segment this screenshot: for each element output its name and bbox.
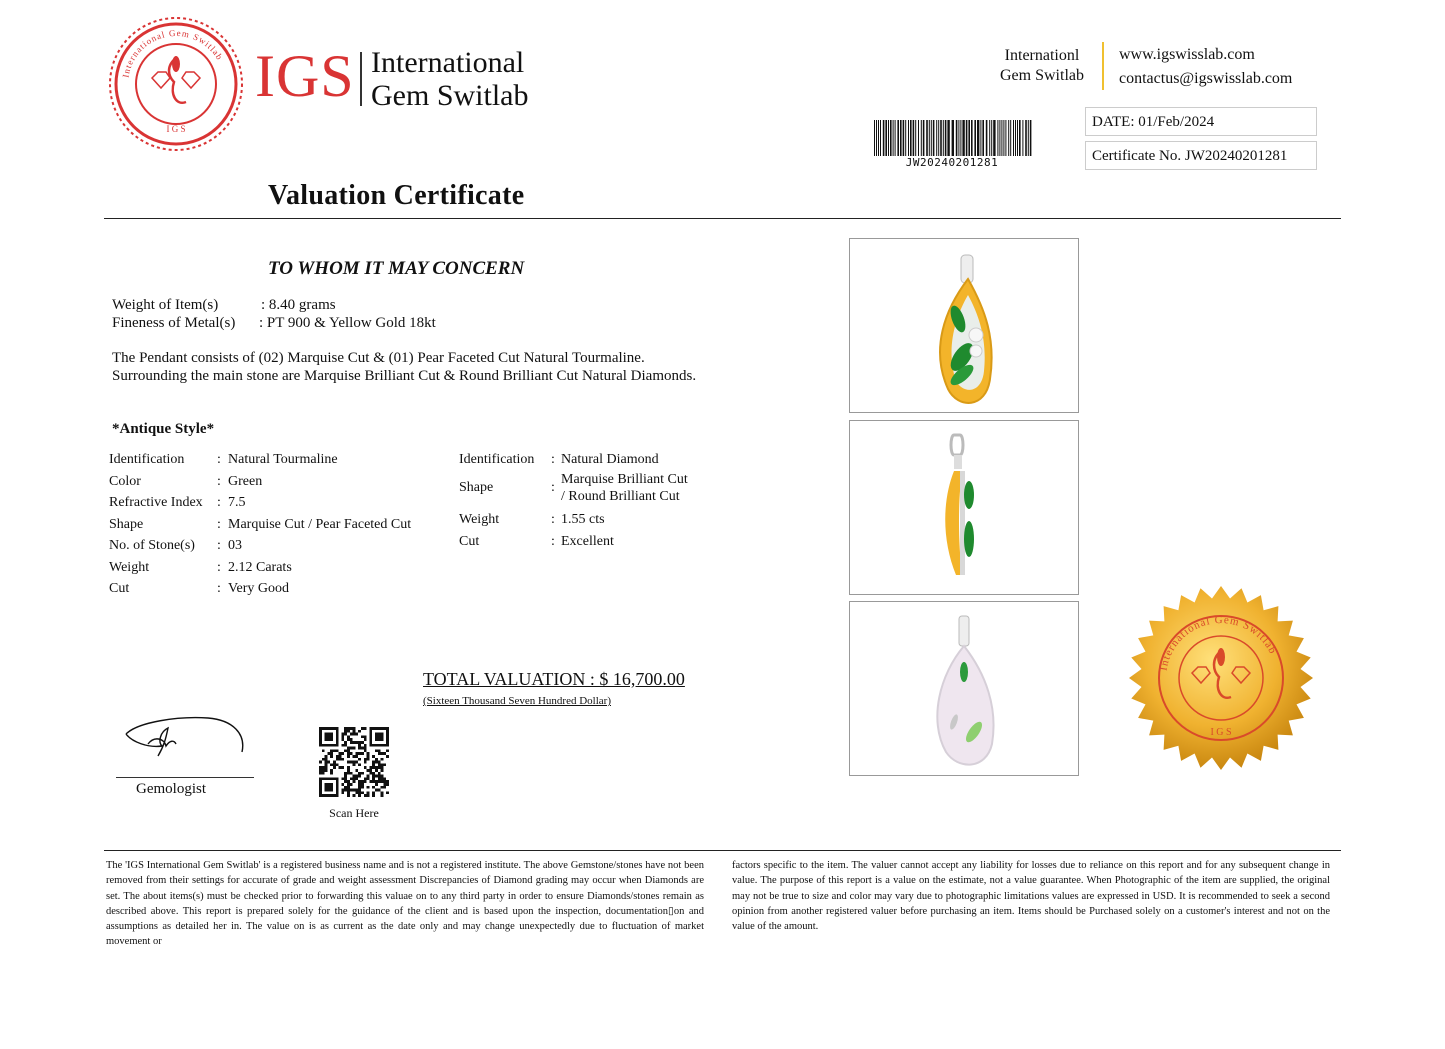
- label: Shape: [109, 516, 144, 532]
- pendant-photo-front: [849, 238, 1079, 413]
- label: No. of Stone(s): [109, 538, 195, 553]
- value: Green: [228, 473, 263, 489]
- footer-divider: [104, 850, 1341, 851]
- value: Very Good: [228, 581, 290, 596]
- brand-name-line1: International: [371, 46, 525, 79]
- table-row: [459, 449, 719, 470]
- fineness-of-metals-row: [112, 314, 436, 332]
- header-org-line2: Gem Switlab: [1000, 67, 1084, 84]
- table-row: [109, 471, 449, 492]
- value-line2: / Round Brilliant Cut: [561, 488, 680, 504]
- igs-seal-logo: [106, 14, 246, 154]
- label: Weight of Item(s): [112, 297, 219, 313]
- table-row: [459, 509, 719, 530]
- separator: :: [217, 581, 221, 596]
- value: Natural Diamond: [561, 452, 659, 467]
- date-field: DATE: 01/Feb/2024: [1085, 107, 1317, 136]
- seal-ring-text: International Gem Switlab: [120, 27, 226, 79]
- value: 1.55 cts: [561, 512, 605, 527]
- separator: :: [261, 297, 266, 313]
- table-row: [109, 535, 449, 556]
- qr-code[interactable]: [319, 727, 389, 797]
- table-row: [109, 514, 449, 535]
- value: 7.5: [228, 495, 246, 510]
- value: Marquise Cut / Pear Faceted Cut: [228, 516, 412, 532]
- separator: :: [217, 495, 221, 510]
- value-line1: Marquise Brilliant Cut: [561, 472, 688, 487]
- salutation: TO WHOM IT MAY CONCERN: [268, 258, 525, 279]
- email-link[interactable]: contactus@igswisslab.com: [1119, 70, 1293, 87]
- table-row: [109, 492, 449, 513]
- label: Weight: [109, 559, 150, 575]
- value: Excellent: [561, 534, 614, 549]
- label: Cut: [109, 581, 130, 596]
- separator: :: [217, 516, 221, 532]
- label: Fineness of Metal(s): [112, 315, 236, 331]
- disclaimer-left: The 'IGS International Gem Switlab' is a registered business name and is not a registered institute. The above Gemstone/stones have not been removed from their settings for accurate of grade and weight assessment Discrepancies of Diamond grading may occur when Diamonds are set. The about items(s) must be checked prior to forwarding this valuae on to any third party in order to ensure Diamonds/stones remain as described above. This report is prepared solely for the guidance of the client and is based upon the inspection, documentation▯on and assumptions as detailed her in. The value on is as current as the date only and may change unexpectedly due to fluctuation of market movement or: [106, 860, 704, 948]
- separator: :: [217, 452, 221, 467]
- brand-name: [371, 46, 529, 112]
- certificate-number-field: Certificate No. JW20240201281: [1085, 141, 1317, 170]
- header-divider: [1102, 42, 1104, 90]
- table-row: [459, 531, 719, 552]
- gold-seal-icon: [1128, 585, 1314, 771]
- separator: :: [551, 452, 555, 467]
- value: 8.40 grams: [268, 297, 336, 313]
- table-row: [109, 557, 449, 578]
- item-description: The Pendant consists of (02) Marquise Cut & (01) Pear Faceted Cut Natural Tourmaline. Surrounding the main stone are Marquise Brilliant Cut & Round Brilliant Cut Natural Diamonds.: [112, 350, 697, 384]
- total-valuation: TOTAL VALUATION : $ 16,700.00: [423, 669, 685, 689]
- separator: :: [259, 315, 264, 331]
- header-organization: [986, 46, 1098, 86]
- main-stone-table: [109, 449, 449, 609]
- header-org-line1: Internationl: [1004, 47, 1080, 64]
- title-divider: [104, 218, 1341, 219]
- signature-line: [116, 777, 254, 778]
- total-valuation-words: (Sixteen Thousand Seven Hundred Dollar): [423, 695, 611, 707]
- document-title: Valuation Certificate: [268, 180, 525, 211]
- label: Color: [109, 473, 141, 489]
- label: Shape: [459, 480, 494, 495]
- scan-here-label: Scan Here: [329, 806, 379, 820]
- barcode: [872, 120, 1032, 156]
- side-stone-table: [459, 449, 719, 559]
- separator: :: [217, 538, 221, 553]
- value: 2.12 Carats: [228, 559, 292, 575]
- separator: :: [551, 534, 555, 549]
- label: Weight: [459, 512, 500, 527]
- gemologist-signature: [118, 712, 248, 774]
- brand-separator: [360, 52, 362, 106]
- value: PT 900 & Yellow Gold 18kt: [266, 315, 436, 331]
- value: 03: [228, 538, 242, 553]
- brand-abbreviation: IGS: [255, 43, 355, 109]
- weight-of-items-row: [112, 296, 336, 314]
- label: Cut: [459, 534, 480, 549]
- seal-bottom-text: I G S: [166, 124, 186, 134]
- table-row: [109, 449, 449, 470]
- pendant-photo-back: [849, 601, 1079, 776]
- style-note: *Antique Style*: [112, 421, 215, 437]
- separator: :: [217, 473, 221, 489]
- gold-seal-bottom-text: I G S: [1210, 727, 1232, 738]
- table-row: [109, 578, 449, 599]
- brand-name-line2: Gem Switlab: [371, 79, 529, 112]
- separator: :: [551, 480, 555, 495]
- barcode-number: JW20240201281: [905, 156, 999, 169]
- gold-seal-ring-text: International Gem Switlab: [1157, 613, 1279, 672]
- pendant-photo-side: [849, 420, 1079, 595]
- disclaimer-right: factors specific to the item. The valuer cannot accept any liability for losses due to reliance on this report and for any subsequent change in value. The purpose of this report is a value on the estimate, not a value guarantee. When Photographic of the item are supplied, the original may not be true to size and color may vary due to photographic limitations values are expressed in USD. It is recommended to seek a second opinion from another registered valuer before purchasing an item. Items should be Purchased solely on a customer's interest and not on the value of the amount.: [732, 860, 1330, 933]
- label: Identification: [459, 452, 535, 467]
- website-link[interactable]: www.igswisslab.com: [1119, 46, 1255, 63]
- value: Natural Tourmaline: [228, 452, 338, 467]
- label: Identification: [109, 452, 185, 467]
- header-contact: [1119, 43, 1292, 91]
- table-row: [459, 472, 719, 506]
- gemologist-label: Gemologist: [136, 781, 206, 797]
- label: Refractive Index: [109, 495, 203, 510]
- separator: :: [217, 559, 221, 575]
- separator: :: [551, 512, 555, 527]
